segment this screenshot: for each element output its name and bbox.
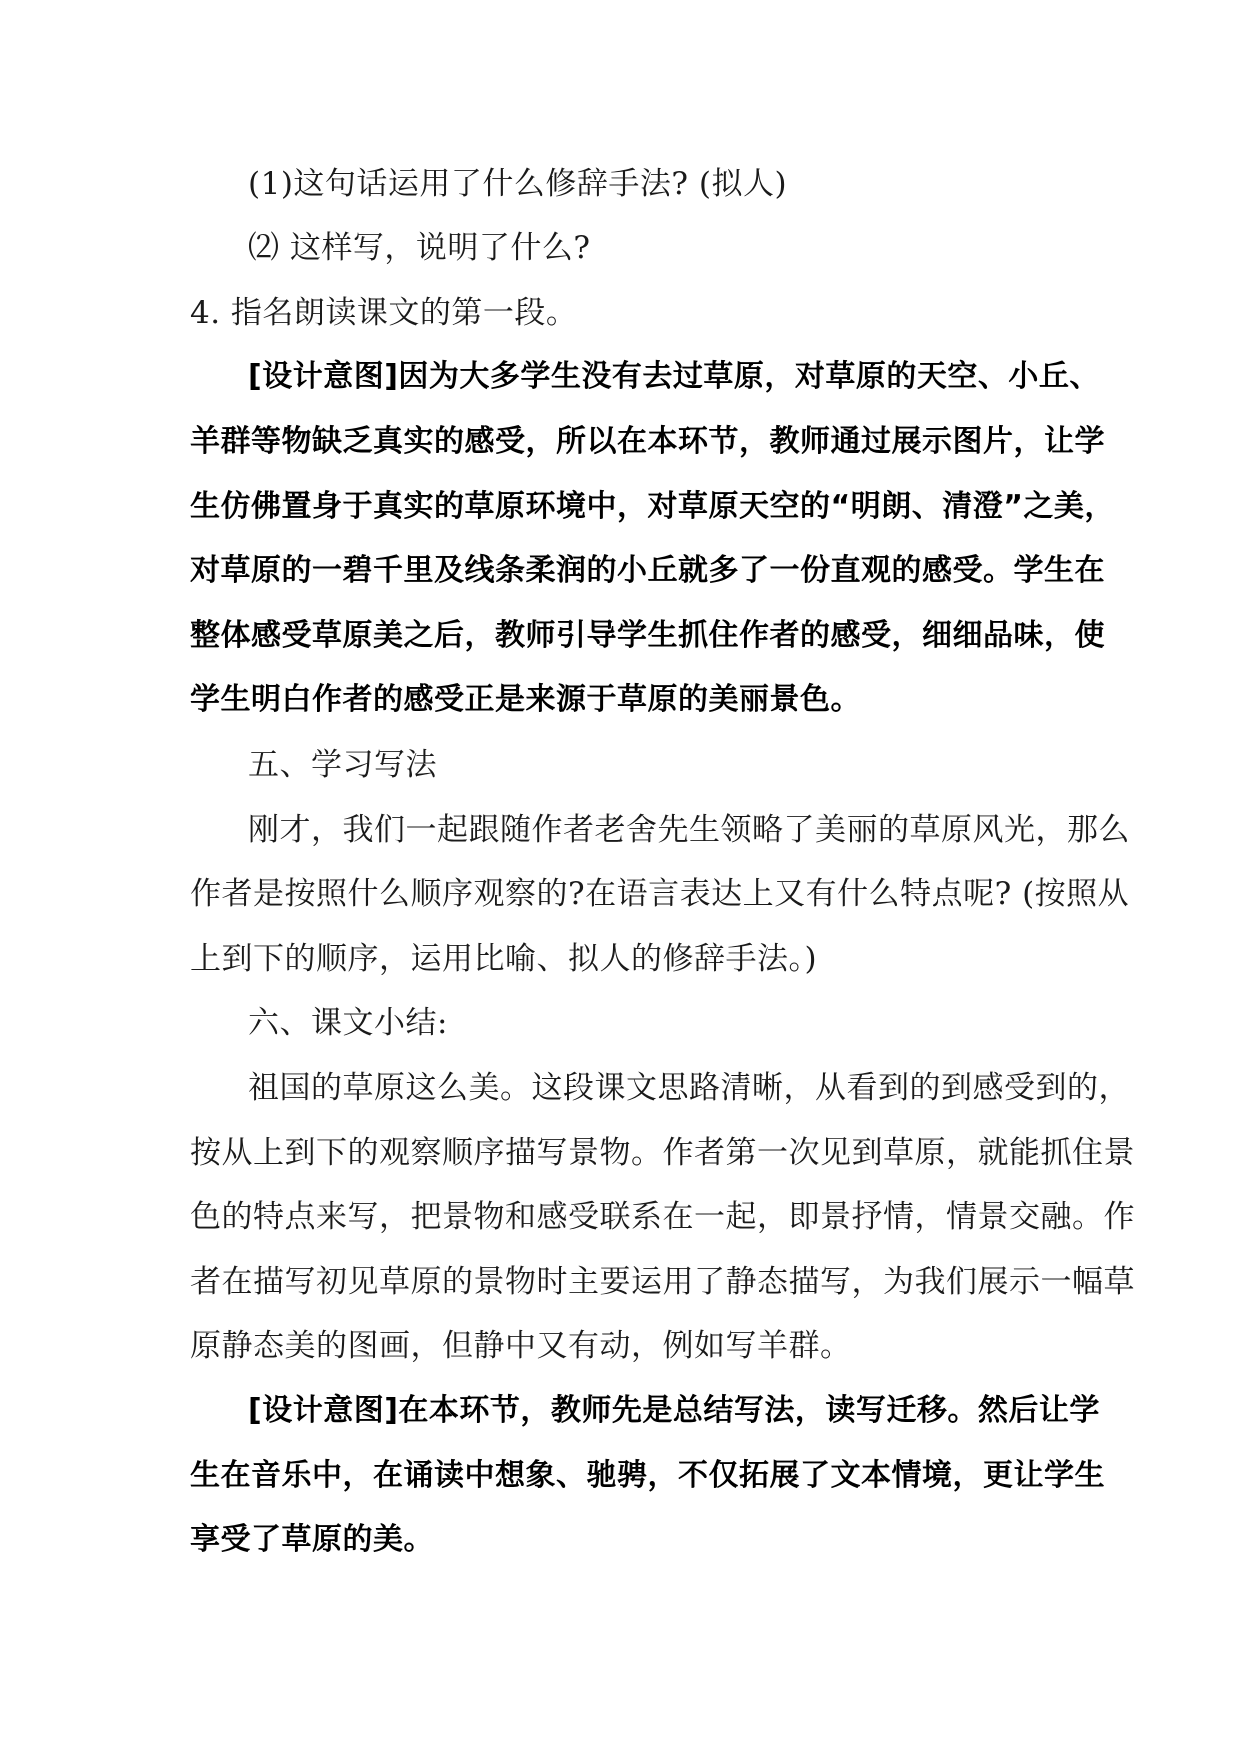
section-6-para-line-3: 色的特点来写，把景物和感受联系在一起，即景抒情，情景交融。作 [190,1199,1135,1235]
section-6-para-line-4: 者在描写初见草原的景物时主要运用了静态描写，为我们展示一幅草 [190,1264,1135,1300]
design-intent-1-line-2: 羊群等物缺乏真实的感受，所以在本环节，教师通过展示图片，让学 [190,424,1105,459]
section-5-para-line-1: 刚才，我们一起跟随作者老舍先生领略了美丽的草原风光，那么 [248,812,1130,848]
design-intent-2-line-3: 享受了草原的美。 [190,1522,434,1557]
design-intent-1-line-6: 学生明白作者的感受正是来源于草原的美丽景色。 [190,682,861,717]
section-5-para-line-2: 作者是按照什么顺序观察的?在语言表达上又有什么特点呢? (按照从 [190,876,1130,912]
design-intent-2-line-2: 生在音乐中，在诵读中想象、驰骋，不仅拓展了文本情境，更让学生 [190,1458,1105,1493]
design-intent-1-line-5: 整体感受草原美之后，教师引导学生抓住作者的感受，细细品味，使 [190,618,1105,653]
section-6-heading: 六、课文小结: [248,1005,448,1041]
section-6-para-line-5: 原静态美的图画，但静中又有动，例如写羊群。 [190,1328,852,1364]
section-5-para-line-3: 上到下的顺序，运用比喻、拟人的修辞手法。) [190,941,818,977]
section-6-para-line-1: 祖国的草原这么美。这段课文思路清晰，从看到的到感受到的， [248,1070,1130,1106]
design-intent-1-line-1: [设计意图]因为大多学生没有去过草原，对草原的天空、小丘、 [248,359,1100,394]
step-4: 4. 指名朗读课文的第一段。 [190,295,578,331]
question-2: ⑵ 这样写，说明了什么? [248,230,591,266]
section-6-para-line-2: 按从上到下的观察顺序描写景物。作者第一次见到草原，就能抓住景 [190,1135,1135,1171]
design-intent-2-line-1: [设计意图]在本环节，教师先是总结写法，读写迁移。然后让学 [248,1393,1100,1428]
question-1: (1)这句话运用了什么修辞手法? (拟人) [248,166,788,202]
design-intent-1-line-3: 生仿佛置身于真实的草原环境中，对草原天空的“明朗、清澄”之美， [190,489,1115,524]
design-intent-1-line-4: 对草原的一碧千里及线条柔润的小丘就多了一份直观的感受。学生在 [190,553,1105,588]
section-5-heading: 五、学习写法 [248,747,437,783]
